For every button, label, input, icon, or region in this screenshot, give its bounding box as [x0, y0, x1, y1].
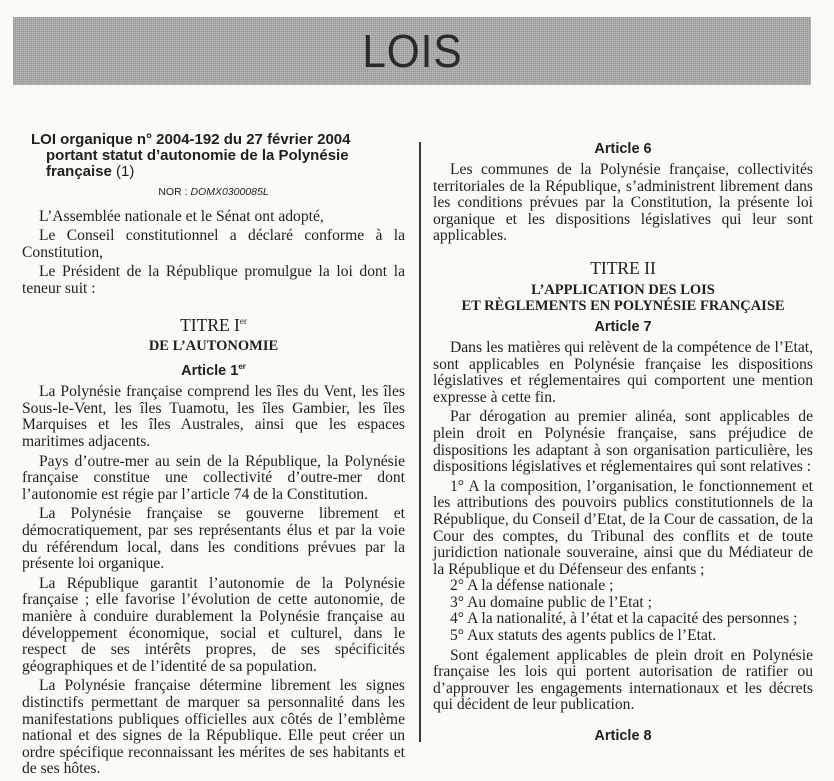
article-1-heading	[22, 359, 405, 379]
law-title-text: LOI organique n° 2004-192 du 27 février 2004 portant statut d’autonomie de la Polynésie française	[31, 131, 351, 180]
footnote-ref[interactable]: (1)	[116, 163, 135, 180]
banner-title: LOIS	[361, 25, 463, 77]
titre-1-sup: er	[239, 315, 247, 326]
article-6-paragraph: Les communes de la Polynésie française, collectivités territoriales de la République, s’administrent librement dans les conditions prévues par la Constitution, la présente loi organique et les dispositions législatives qui leur sont applicables.	[433, 161, 813, 245]
article-7-paragraph: Dans les matières qui relèvent de la compétence de l’Etat, sont applicables en Polynésie française les dispositions législatives et réglementaires qui comportent une mention expresse à cette fin.	[433, 338, 813, 406]
article-6-heading: Article 6	[594, 141, 652, 157]
article-7-heading: Article 7	[594, 318, 652, 335]
nor-label: NOR :	[158, 186, 188, 198]
article-1-paragraph: La Polynésie française se gouverne librement et démocratiquement, par ses représentants élus et par la voie du référendum local, dans les conditions prévues par la présente loi organique.	[22, 505, 405, 573]
left-column	[22, 128, 405, 781]
titre-2-subheading-line: L’APPLICATION DES LOIS	[531, 281, 715, 298]
article-7-list-item: 1° A la composition, l’organisation, le fonctionnement et les attributions des pouvoirs publics constitutionnels de la République, du Conseil d’Etat, de la Cour de cassation, de la Cour des comptes, du Tribunal des conflits et de toute juridiction nationale souveraine, ainsi que du Médiateur de la République et du Défenseur des enfants ;	[433, 477, 813, 578]
article-1-sup: er	[238, 362, 246, 372]
titre-2-heading: TITRE II	[590, 257, 656, 278]
article-7-closing: Sont également applicables de plein droit en Polynésie française les lois qui portent autorisation de ratifier ou d’approuver les engagements internationaux et les décrets qui décident de leur publication.	[433, 646, 813, 714]
article-1-label: Article 1	[181, 363, 239, 380]
titre-1-heading	[22, 311, 405, 335]
titre-1-subheading: DE L’AUTONOMIE	[148, 338, 279, 355]
right-column	[433, 137, 813, 749]
titre-2-subheading-line: ET RÈGLEMENTS EN POLYNÉSIE FRANÇAISE	[461, 297, 785, 314]
titre-2-subheading	[433, 282, 813, 314]
article-7-list-item: 4° A la nationalité, à l’état et la capacité des personnes ;	[450, 610, 798, 628]
law-title	[22, 132, 405, 180]
section-banner	[13, 17, 811, 85]
titre-1-label: TITRE I	[180, 314, 240, 335]
preamble-paragraph: Le Président de la République promulgue la loi dont la teneur suit :	[22, 263, 405, 297]
article-1-paragraph: La République garantit l’autonomie de la Polynésie française ; elle favorise l’évolution de cette autonomie, de manière à conduire durablement la Polynésie française au développement économique, social et culturel, dans le respect de ses intérêts propres, de ses spécificités géographiques et de l’identité de sa population.	[22, 574, 405, 675]
nor-value: DOMX0300085L	[190, 186, 269, 198]
article-7-paragraph: Par dérogation au premier alinéa, sont applicables de plein droit en Polynésie française, sans préjudice de dispositions les adaptant à son organisation particulière, les dispositions législatives et réglementaires qui sont relatives :	[433, 408, 813, 476]
article-7-list-item: 3° Au domaine public de l’Etat ;	[450, 593, 652, 611]
article-8-heading: Article 8	[594, 728, 652, 745]
preamble-paragraph: L’Assemblée nationale et le Sénat ont adopté,	[39, 207, 324, 225]
preamble-paragraph: Le Conseil constitutionnel a déclaré conforme à la Constitution,	[22, 227, 405, 261]
article-7-list-item: 5° Aux statuts des agents publics de l’Etat.	[450, 627, 717, 645]
nor-reference	[22, 184, 405, 201]
article-1-paragraph: La Polynésie française détermine librement les signes distinctifs permettant de marquer sa personnalité dans les manifestations publiques officielles aux côtés de l’emblème national et des signes de la République. Elle peut créer un ordre spécifique reconnaissant les mérites de ses habitants et de ses hôtes.	[22, 677, 405, 778]
article-1-paragraph: La Polynésie française comprend les îles du Vent, les îles Sous-le-Vent, les îles Tuamotu, les îles Gambier, les îles Marquises et les îles Australes, ainsi que les espaces maritimes adjacents.	[22, 383, 405, 450]
column-divider	[419, 142, 421, 742]
article-7-list-item: 2° A la défense nationale ;	[450, 577, 614, 595]
article-1-paragraph: Pays d’outre-mer au sein de la République, la Polynésie française constitue une collectivité d’outre-mer dont l’autonomie est régie par l’article 74 de la Constitution.	[22, 452, 405, 503]
